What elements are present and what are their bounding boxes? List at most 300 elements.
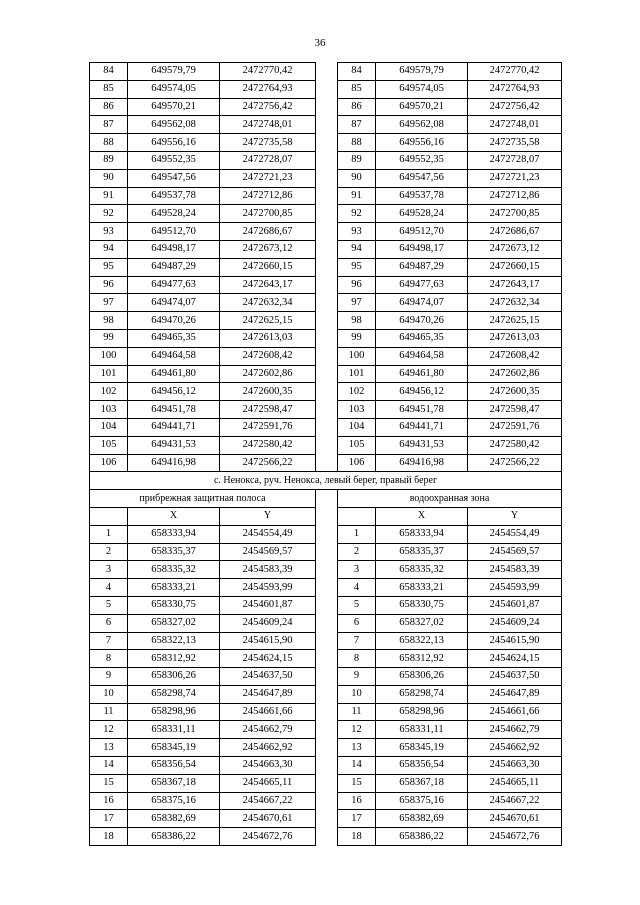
left-y-value: 2472602,86 — [220, 365, 316, 383]
left-point-number: 85 — [90, 80, 128, 98]
left-point-number: 90 — [90, 169, 128, 187]
left-point-number: 13 — [90, 739, 128, 757]
right-x-value: 649556,16 — [376, 134, 468, 152]
right-x-value: 658330,75 — [376, 596, 468, 614]
table-row — [90, 347, 562, 365]
right-point-number: 84 — [338, 63, 376, 81]
left-point-number: 7 — [90, 632, 128, 650]
right-point-number: 100 — [338, 347, 376, 365]
right-x-value: 649552,35 — [376, 151, 468, 169]
left-x-value: 649470,26 — [128, 312, 220, 330]
right-y-value: 2472700,85 — [468, 205, 562, 223]
right-y-value: 2472566,22 — [468, 454, 562, 472]
left-point-number: 93 — [90, 223, 128, 241]
left-y-value: 2472660,15 — [220, 258, 316, 276]
left-x-value: 649441,71 — [128, 418, 220, 436]
right-x-value: 649512,70 — [376, 223, 468, 241]
left-x-value: 658386,22 — [128, 828, 220, 846]
right-point-number: 16 — [338, 792, 376, 810]
right-y-value: 2472602,86 — [468, 365, 562, 383]
right-x-value: 658312,92 — [376, 650, 468, 668]
right-point-number: 101 — [338, 365, 376, 383]
right-x-value: 649470,26 — [376, 312, 468, 330]
left-y-value: 2454583,39 — [220, 561, 316, 579]
right-point-number: 98 — [338, 312, 376, 330]
left-x-value: 649451,78 — [128, 401, 220, 419]
right-point-number: 103 — [338, 401, 376, 419]
right-x-value: 649487,29 — [376, 258, 468, 276]
left-x-value: 649431,53 — [128, 436, 220, 454]
column-gap — [316, 205, 338, 223]
left-x-value: 658331,11 — [128, 721, 220, 739]
table-row — [90, 632, 562, 650]
left-x-value: 649547,56 — [128, 169, 220, 187]
right-x-value: 649537,78 — [376, 187, 468, 205]
left-y-value: 2454609,24 — [220, 614, 316, 632]
right-point-number: 105 — [338, 436, 376, 454]
right-x-value: 649474,07 — [376, 294, 468, 312]
table-row — [90, 685, 562, 703]
table-row — [90, 383, 562, 401]
table-row — [90, 63, 562, 81]
right-y-value: 2472735,58 — [468, 134, 562, 152]
table-row — [90, 187, 562, 205]
right-x-value: 658367,18 — [376, 774, 468, 792]
right-point-number: 104 — [338, 418, 376, 436]
section-header — [90, 472, 562, 525]
right-point-number: 14 — [338, 757, 376, 775]
table-row — [90, 294, 562, 312]
right-y-value: 2454665,11 — [468, 774, 562, 792]
column-gap — [316, 312, 338, 330]
left-point-number: 102 — [90, 383, 128, 401]
right-point-number: 3 — [338, 561, 376, 579]
right-y-value: 2472625,15 — [468, 312, 562, 330]
column-gap — [316, 685, 338, 703]
left-y-value: 2472632,34 — [220, 294, 316, 312]
right-y-value: 2472721,23 — [468, 169, 562, 187]
left-x-value: 649461,80 — [128, 365, 220, 383]
table-row — [90, 454, 562, 472]
column-gap — [316, 436, 338, 454]
left-x-value: 649556,16 — [128, 134, 220, 152]
left-x-value: 658382,69 — [128, 810, 220, 828]
left-point-number: 3 — [90, 561, 128, 579]
table-row — [90, 579, 562, 597]
left-y-value: 2472643,17 — [220, 276, 316, 294]
right-y-value: 2472591,76 — [468, 418, 562, 436]
column-gap — [316, 774, 338, 792]
left-point-number: 6 — [90, 614, 128, 632]
table-row — [90, 525, 562, 543]
right-x-value: 658306,26 — [376, 668, 468, 686]
table-row — [90, 721, 562, 739]
right-y-value: 2472686,67 — [468, 223, 562, 241]
column-gap — [316, 668, 338, 686]
left-y-value: 2454662,79 — [220, 721, 316, 739]
right-y-value: 2454661,66 — [468, 703, 562, 721]
left-y-value: 2472591,76 — [220, 418, 316, 436]
left-y-value: 2454663,30 — [220, 757, 316, 775]
left-y-value: 2454665,11 — [220, 774, 316, 792]
left-point-number: 92 — [90, 205, 128, 223]
left-y-value: 2454670,61 — [220, 810, 316, 828]
table-row — [90, 614, 562, 632]
right-x-value: 649562,08 — [376, 116, 468, 134]
column-gap — [316, 187, 338, 205]
column-gap — [316, 80, 338, 98]
table-row — [90, 596, 562, 614]
column-gap — [316, 632, 338, 650]
column-gap — [316, 703, 338, 721]
left-point-number: 84 — [90, 63, 128, 81]
right-x-value: 658298,96 — [376, 703, 468, 721]
column-gap — [316, 401, 338, 419]
top-section — [90, 63, 562, 472]
right-y-value: 2472712,86 — [468, 187, 562, 205]
left-y-value: 2454593,99 — [220, 579, 316, 597]
left-x-value: 658327,02 — [128, 614, 220, 632]
right-y-value: 2472728,07 — [468, 151, 562, 169]
table-row — [90, 810, 562, 828]
right-x-value: 658356,54 — [376, 757, 468, 775]
right-point-number: 18 — [338, 828, 376, 846]
column-gap — [316, 810, 338, 828]
left-point-number: 103 — [90, 401, 128, 419]
left-x-value: 649474,07 — [128, 294, 220, 312]
left-y-value: 2454661,66 — [220, 703, 316, 721]
table-row — [90, 703, 562, 721]
left-x-header: X — [128, 507, 220, 525]
right-point-number: 17 — [338, 810, 376, 828]
right-y-value: 2472580,42 — [468, 436, 562, 454]
left-y-value: 2472770,42 — [220, 63, 316, 81]
left-y-value: 2472600,35 — [220, 383, 316, 401]
right-x-value: 649451,78 — [376, 401, 468, 419]
right-x-value: 658327,02 — [376, 614, 468, 632]
right-point-number: 9 — [338, 668, 376, 686]
right-point-number: 86 — [338, 98, 376, 116]
left-y-value: 2454637,50 — [220, 668, 316, 686]
column-gap — [316, 98, 338, 116]
left-x-value: 658333,21 — [128, 579, 220, 597]
right-y-value: 2454601,87 — [468, 596, 562, 614]
left-y-value: 2472580,42 — [220, 436, 316, 454]
column-gap — [316, 490, 338, 508]
right-y-value: 2454670,61 — [468, 810, 562, 828]
right-point-number: 1 — [338, 525, 376, 543]
left-y-value: 2454662,92 — [220, 739, 316, 757]
right-y-value: 2472600,35 — [468, 383, 562, 401]
left-zone-label: прибрежная защитная полоса — [90, 490, 316, 508]
right-y-value: 2472613,03 — [468, 329, 562, 347]
column-gap — [316, 240, 338, 258]
right-y-value: 2472643,17 — [468, 276, 562, 294]
left-point-number: 86 — [90, 98, 128, 116]
left-x-value: 649477,63 — [128, 276, 220, 294]
empty-header-cell — [90, 507, 128, 525]
left-y-value: 2472613,03 — [220, 329, 316, 347]
left-x-value: 658367,18 — [128, 774, 220, 792]
table-row — [90, 205, 562, 223]
right-x-value: 649465,35 — [376, 329, 468, 347]
right-y-value: 2472608,42 — [468, 347, 562, 365]
left-y-value: 2472756,42 — [220, 98, 316, 116]
table-row — [90, 650, 562, 668]
left-x-value: 649528,24 — [128, 205, 220, 223]
right-point-number: 8 — [338, 650, 376, 668]
left-y-value: 2472748,01 — [220, 116, 316, 134]
left-point-number: 97 — [90, 294, 128, 312]
left-x-value: 658333,94 — [128, 525, 220, 543]
left-point-number: 105 — [90, 436, 128, 454]
column-gap — [316, 134, 338, 152]
left-point-number: 106 — [90, 454, 128, 472]
column-gap — [316, 792, 338, 810]
left-y-value: 2472735,58 — [220, 134, 316, 152]
table-row — [90, 668, 562, 686]
left-y-header: Y — [220, 507, 316, 525]
right-x-value: 658386,22 — [376, 828, 468, 846]
right-y-value: 2472660,15 — [468, 258, 562, 276]
right-y-value: 2472632,34 — [468, 294, 562, 312]
right-point-number: 6 — [338, 614, 376, 632]
right-x-value: 649431,53 — [376, 436, 468, 454]
right-x-value: 649579,79 — [376, 63, 468, 81]
left-x-value: 649512,70 — [128, 223, 220, 241]
column-gap — [316, 169, 338, 187]
left-point-number: 17 — [90, 810, 128, 828]
table-row — [90, 223, 562, 241]
right-y-value: 2454667,22 — [468, 792, 562, 810]
right-y-value: 2472598,47 — [468, 401, 562, 419]
table-row — [90, 401, 562, 419]
left-point-number: 94 — [90, 240, 128, 258]
left-point-number: 95 — [90, 258, 128, 276]
left-point-number: 14 — [90, 757, 128, 775]
column-gap — [316, 258, 338, 276]
left-point-number: 99 — [90, 329, 128, 347]
left-point-number: 104 — [90, 418, 128, 436]
left-y-value: 2454672,76 — [220, 828, 316, 846]
left-y-value: 2472764,93 — [220, 80, 316, 98]
right-point-number: 85 — [338, 80, 376, 98]
table-row — [90, 418, 562, 436]
right-x-header: X — [376, 507, 468, 525]
right-point-number: 4 — [338, 579, 376, 597]
right-point-number: 97 — [338, 294, 376, 312]
column-gap — [316, 614, 338, 632]
section-title: с. Ненокса, руч. Ненокса, левый берег, правый берег — [90, 472, 562, 490]
left-y-value: 2472700,85 — [220, 205, 316, 223]
right-point-number: 10 — [338, 685, 376, 703]
right-x-value: 658298,74 — [376, 685, 468, 703]
right-point-number: 87 — [338, 116, 376, 134]
left-point-number: 11 — [90, 703, 128, 721]
right-point-number: 89 — [338, 151, 376, 169]
left-point-number: 16 — [90, 792, 128, 810]
right-y-value: 2454637,50 — [468, 668, 562, 686]
left-point-number: 98 — [90, 312, 128, 330]
right-y-header: Y — [468, 507, 562, 525]
right-y-value: 2472770,42 — [468, 63, 562, 81]
right-y-value: 2472748,01 — [468, 116, 562, 134]
left-point-number: 101 — [90, 365, 128, 383]
left-y-value: 2454554,49 — [220, 525, 316, 543]
right-point-number: 93 — [338, 223, 376, 241]
right-x-value: 658335,32 — [376, 561, 468, 579]
column-gap — [316, 347, 338, 365]
left-y-value: 2472686,67 — [220, 223, 316, 241]
left-x-value: 649464,58 — [128, 347, 220, 365]
column-gap — [316, 507, 338, 525]
left-y-value: 2454667,22 — [220, 792, 316, 810]
right-point-number: 102 — [338, 383, 376, 401]
left-y-value: 2454615,90 — [220, 632, 316, 650]
right-x-value: 658331,11 — [376, 721, 468, 739]
right-y-value: 2454663,30 — [468, 757, 562, 775]
left-x-value: 649537,78 — [128, 187, 220, 205]
column-gap — [316, 596, 338, 614]
left-point-number: 9 — [90, 668, 128, 686]
right-y-value: 2454615,90 — [468, 632, 562, 650]
left-x-value: 649579,79 — [128, 63, 220, 81]
right-x-value: 649547,56 — [376, 169, 468, 187]
right-point-number: 92 — [338, 205, 376, 223]
left-x-value: 649487,29 — [128, 258, 220, 276]
column-gap — [316, 294, 338, 312]
left-point-number: 91 — [90, 187, 128, 205]
left-x-value: 649552,35 — [128, 151, 220, 169]
right-point-number: 2 — [338, 543, 376, 561]
table-row — [90, 151, 562, 169]
right-point-number: 11 — [338, 703, 376, 721]
right-x-value: 649477,63 — [376, 276, 468, 294]
table-row — [90, 98, 562, 116]
right-y-value: 2454662,92 — [468, 739, 562, 757]
left-y-value: 2454624,15 — [220, 650, 316, 668]
column-gap — [316, 721, 338, 739]
left-y-value: 2454569,57 — [220, 543, 316, 561]
left-x-value: 649570,21 — [128, 98, 220, 116]
left-x-value: 649465,35 — [128, 329, 220, 347]
right-x-value: 649441,71 — [376, 418, 468, 436]
left-point-number: 15 — [90, 774, 128, 792]
column-gap — [316, 739, 338, 757]
right-point-number: 5 — [338, 596, 376, 614]
left-x-value: 649456,12 — [128, 383, 220, 401]
table-row — [90, 169, 562, 187]
table-row — [90, 240, 562, 258]
column-gap — [316, 116, 338, 134]
right-point-number: 90 — [338, 169, 376, 187]
column-gap — [316, 418, 338, 436]
right-y-value: 2454609,24 — [468, 614, 562, 632]
column-gap — [316, 525, 338, 543]
table-row — [90, 258, 562, 276]
right-point-number: 99 — [338, 329, 376, 347]
table-row — [90, 116, 562, 134]
right-point-number: 12 — [338, 721, 376, 739]
left-point-number: 5 — [90, 596, 128, 614]
table-row — [90, 312, 562, 330]
left-point-number: 1 — [90, 525, 128, 543]
left-point-number: 10 — [90, 685, 128, 703]
right-point-number: 7 — [338, 632, 376, 650]
left-x-value: 658322,13 — [128, 632, 220, 650]
right-x-value: 658382,69 — [376, 810, 468, 828]
table-row — [90, 792, 562, 810]
left-x-value: 658356,54 — [128, 757, 220, 775]
left-point-number: 8 — [90, 650, 128, 668]
right-y-value: 2454554,49 — [468, 525, 562, 543]
left-y-value: 2472625,15 — [220, 312, 316, 330]
left-y-value: 2454601,87 — [220, 596, 316, 614]
column-gap — [316, 223, 338, 241]
left-x-value: 658335,37 — [128, 543, 220, 561]
left-x-value: 658375,16 — [128, 792, 220, 810]
right-y-value: 2454672,76 — [468, 828, 562, 846]
right-y-value: 2454569,57 — [468, 543, 562, 561]
right-x-value: 649574,05 — [376, 80, 468, 98]
left-point-number: 89 — [90, 151, 128, 169]
left-point-number: 18 — [90, 828, 128, 846]
left-y-value: 2472712,86 — [220, 187, 316, 205]
left-y-value: 2472721,23 — [220, 169, 316, 187]
column-gap — [316, 276, 338, 294]
empty-header-cell — [338, 507, 376, 525]
right-x-value: 649416,98 — [376, 454, 468, 472]
right-x-value: 649528,24 — [376, 205, 468, 223]
left-x-value: 649416,98 — [128, 454, 220, 472]
left-x-value: 658298,96 — [128, 703, 220, 721]
right-y-value: 2472764,93 — [468, 80, 562, 98]
right-point-number: 13 — [338, 739, 376, 757]
bottom-section — [90, 525, 562, 845]
table-row — [90, 436, 562, 454]
left-x-value: 658306,26 — [128, 668, 220, 686]
left-x-value: 658345,19 — [128, 739, 220, 757]
right-point-number: 15 — [338, 774, 376, 792]
left-point-number: 12 — [90, 721, 128, 739]
left-y-value: 2472673,12 — [220, 240, 316, 258]
column-gap — [316, 561, 338, 579]
column-gap — [316, 579, 338, 597]
left-x-value: 649574,05 — [128, 80, 220, 98]
right-point-number: 94 — [338, 240, 376, 258]
column-gap — [316, 383, 338, 401]
right-x-value: 649456,12 — [376, 383, 468, 401]
table-row — [90, 757, 562, 775]
table-row — [90, 561, 562, 579]
left-point-number: 96 — [90, 276, 128, 294]
right-y-value: 2454624,15 — [468, 650, 562, 668]
column-gap — [316, 757, 338, 775]
left-point-number: 4 — [90, 579, 128, 597]
left-point-number: 88 — [90, 134, 128, 152]
table-row — [90, 329, 562, 347]
table-row — [90, 774, 562, 792]
right-x-value: 658345,19 — [376, 739, 468, 757]
left-y-value: 2472598,47 — [220, 401, 316, 419]
column-gap — [316, 650, 338, 668]
column-gap — [316, 365, 338, 383]
table-row — [90, 80, 562, 98]
table-row — [90, 276, 562, 294]
right-x-value: 658333,21 — [376, 579, 468, 597]
left-y-value: 2472608,42 — [220, 347, 316, 365]
left-x-value: 649498,17 — [128, 240, 220, 258]
